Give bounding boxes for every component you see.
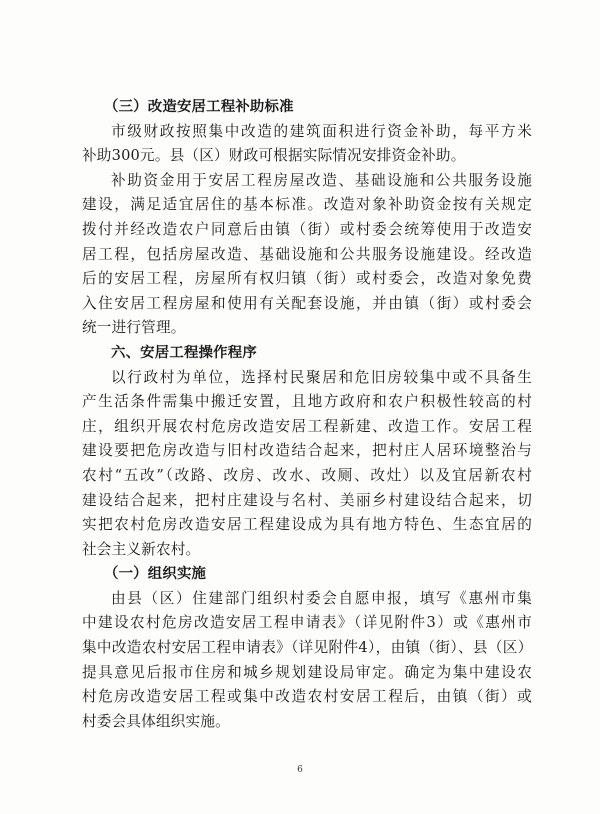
paragraph-line: 实把农村危房改造安居工程建设成为具有地方特色、生态宜居的: [82, 516, 532, 534]
section-heading-operation-procedure: 六、安居工程操作程序: [111, 344, 257, 361]
paragraph-line: 建设结合起来，把村庄建设与名村、美丽乡村建设结合起来，切: [82, 491, 532, 509]
paragraph-line: 居工程，包括房屋改造、基础设施和公共服务设施建设。经改造: [82, 245, 532, 263]
paragraph-line: 建设要把危房改造与旧村改造结合起来，把村庄人居环境整治与: [82, 442, 532, 460]
subsection-heading-organize-implementation: （一）组织实施: [104, 566, 207, 583]
paragraph-line: 社会主义新农村。: [82, 540, 201, 558]
paragraph-line: 提具意见后报市住房和城乡规划建设局审定。确定为集中建设农: [82, 663, 532, 681]
paragraph-line: 村委会具体组织实施。: [82, 712, 230, 730]
paragraph-line: 庄，组织开展农村危房改造安居工程新建、改造工作。安居工程: [82, 417, 532, 435]
paragraph-line: 统一进行管理。: [82, 319, 186, 337]
paragraph-line: 建设，满足适宜居住的基本标准。改造对象补助资金按有关规定: [82, 196, 532, 214]
paragraph-line: 产生活条件需集中搬迁安置，且地方政府和农户积极性较高的村: [82, 393, 532, 411]
paragraph-line: 以行政村为单位，选择村民聚居和危旧房较集中或不具备生: [111, 368, 532, 386]
page-number: 6: [297, 765, 303, 775]
section-heading-subsidy-standard: （三）改造安居工程补助标准: [104, 99, 294, 115]
paragraph-line: 补助300元。县（区）财政可根据实际情况安排资金补助。: [82, 147, 466, 165]
document-body: [82, 95, 532, 734]
paragraph-line: 由县（区）住建部门组织村委会自愿申报，填写《惠州市集: [111, 589, 532, 607]
paragraph-line: 集中改造农村安居工程申请表》（详见附件4），由镇（街）、县（区）: [82, 639, 532, 657]
paragraph-line: 市级财政按照集中改造的建筑面积进行资金补助，每平方米: [111, 122, 532, 140]
paragraph-line: 村危房改造安居工程或集中改造农村安居工程后，由镇（街）或: [82, 688, 532, 706]
paragraph-line: 农村“五改”（改路、改房、改水、改厕、改灶）以及宜居新农村: [82, 466, 532, 484]
paragraph-line: 补助资金用于安居工程房屋改造、基础设施和公共服务设施: [111, 171, 532, 189]
paragraph-line: 拨付并经改造农户同意后由镇（街）或村委会统筹使用于改造安: [82, 220, 532, 238]
paragraph-line: 入住安居工程房屋和使用有关配套设施，并由镇（街）或村委会: [82, 294, 532, 312]
paragraph-line: 中建设农村危房改造安居工程申请表》（详见附件3）或《惠州市: [82, 614, 532, 632]
paragraph-line: 后的安居工程，房屋所有权归镇（街）或村委会，改造对象免费: [82, 270, 532, 288]
